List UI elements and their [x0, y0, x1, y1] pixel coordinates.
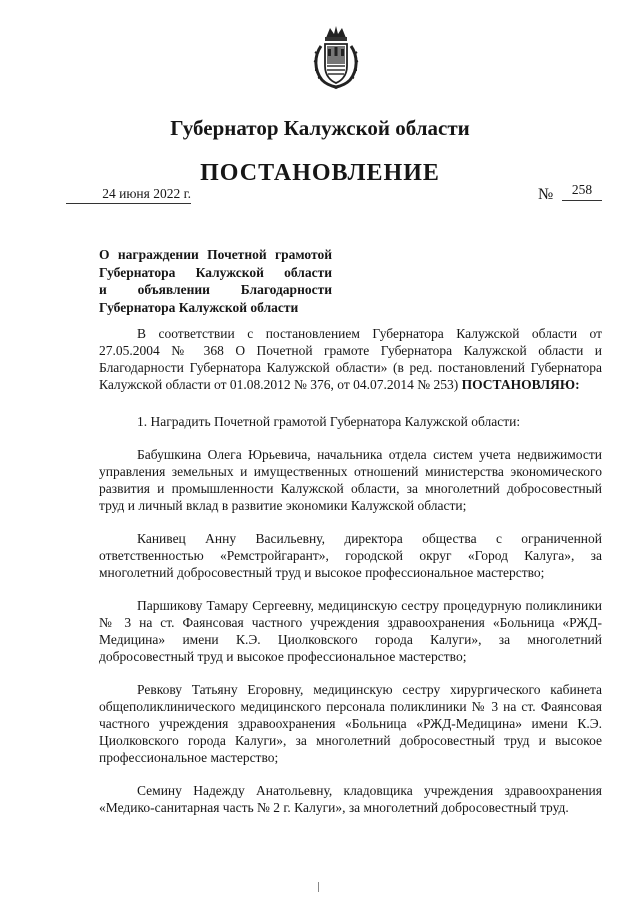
subject-line: О награждении Почетной грамотой — [99, 247, 332, 262]
resolve-keyword: ПОСТАНОВЛЯЮ: — [461, 377, 580, 392]
subject-line: Губернатора Калужской области — [99, 299, 299, 315]
awardee-paragraph: Бабушкина Олега Юрьевича, начальника отдела систем учета недвижимости управления земельных и имущественных отношений министерства экономического развития и промышленности Калужской области, за многолетний добросовестный труд и личный вклад в развитие экономики Калужской области; — [99, 447, 602, 513]
awardee-paragraph: Семину Надежду Анатольевну, кладовщика учреждения здравоохранения «Медико-санитарная часть № 2 г. Калуги», за многолетний добросовестный труд. — [99, 783, 602, 815]
number-sign: № — [538, 186, 554, 203]
document-type-title: ПОСТАНОВЛЕНИЕ — [200, 160, 440, 186]
awardee-paragraph: Паршикову Тамару Сергеевну, медицинскую сестру процедурную поликлиники № 3 на ст. Фаянсовая частного учреждения здравоохранения «Больница «РЖД-Медицина» имени К.Э. Циолковского города Калуги», за многолетний добросовестный труд и высокое профессиональное мастерство; — [99, 598, 602, 664]
awardee-paragraph: Канивец Анну Васильевну, директора общества с ограниченной ответственностью «Ремстройгарант», городской округ «Город Калуга», за многолетний добросовестный труд и высокое профессиональное мастерство; — [99, 531, 602, 580]
awardee-paragraph: Ревкову Татьяну Егоровну, медицинскую сестру хирургического кабинета общеполиклинического медицинского персонала поликлиники № 3 на ст. Фаянсовая частного учреждения здравоохранения «Больница «РЖД-Медицина» имени К.Э. Циолковского города Калуги», за многолетний добросовестный труд и высокое профессиональное мастерство; — [99, 682, 602, 765]
coat-of-arms-emblem — [312, 24, 360, 90]
document-date: 24 июня 2022 г. — [66, 186, 191, 204]
subject-line: и объявлении Благодарности — [99, 282, 332, 297]
document-number: 258 — [562, 182, 602, 201]
subject-line: Губернатора Калужской области — [99, 264, 332, 280]
preamble-paragraph — [99, 325, 602, 393]
document-subject — [99, 246, 332, 316]
issuing-authority: Губернатор Калужской области — [170, 116, 470, 140]
preamble-text: В соответствии с постановлением Губернатора Калужской области от 27.05.2004 № 368 О Почетной грамоте Губернатора Калужской области и Благодарности Губернатора Калужской области» (в ред. постановлений Губернатора Калужской области от 01.08.2012 № 376, от 04.07.2014 № 253) — [99, 326, 602, 392]
clause-1: 1. Наградить Почетной грамотой Губернатора Калужской области: — [137, 414, 521, 429]
page-fold-mark — [318, 882, 319, 892]
document-body — [99, 325, 602, 816]
